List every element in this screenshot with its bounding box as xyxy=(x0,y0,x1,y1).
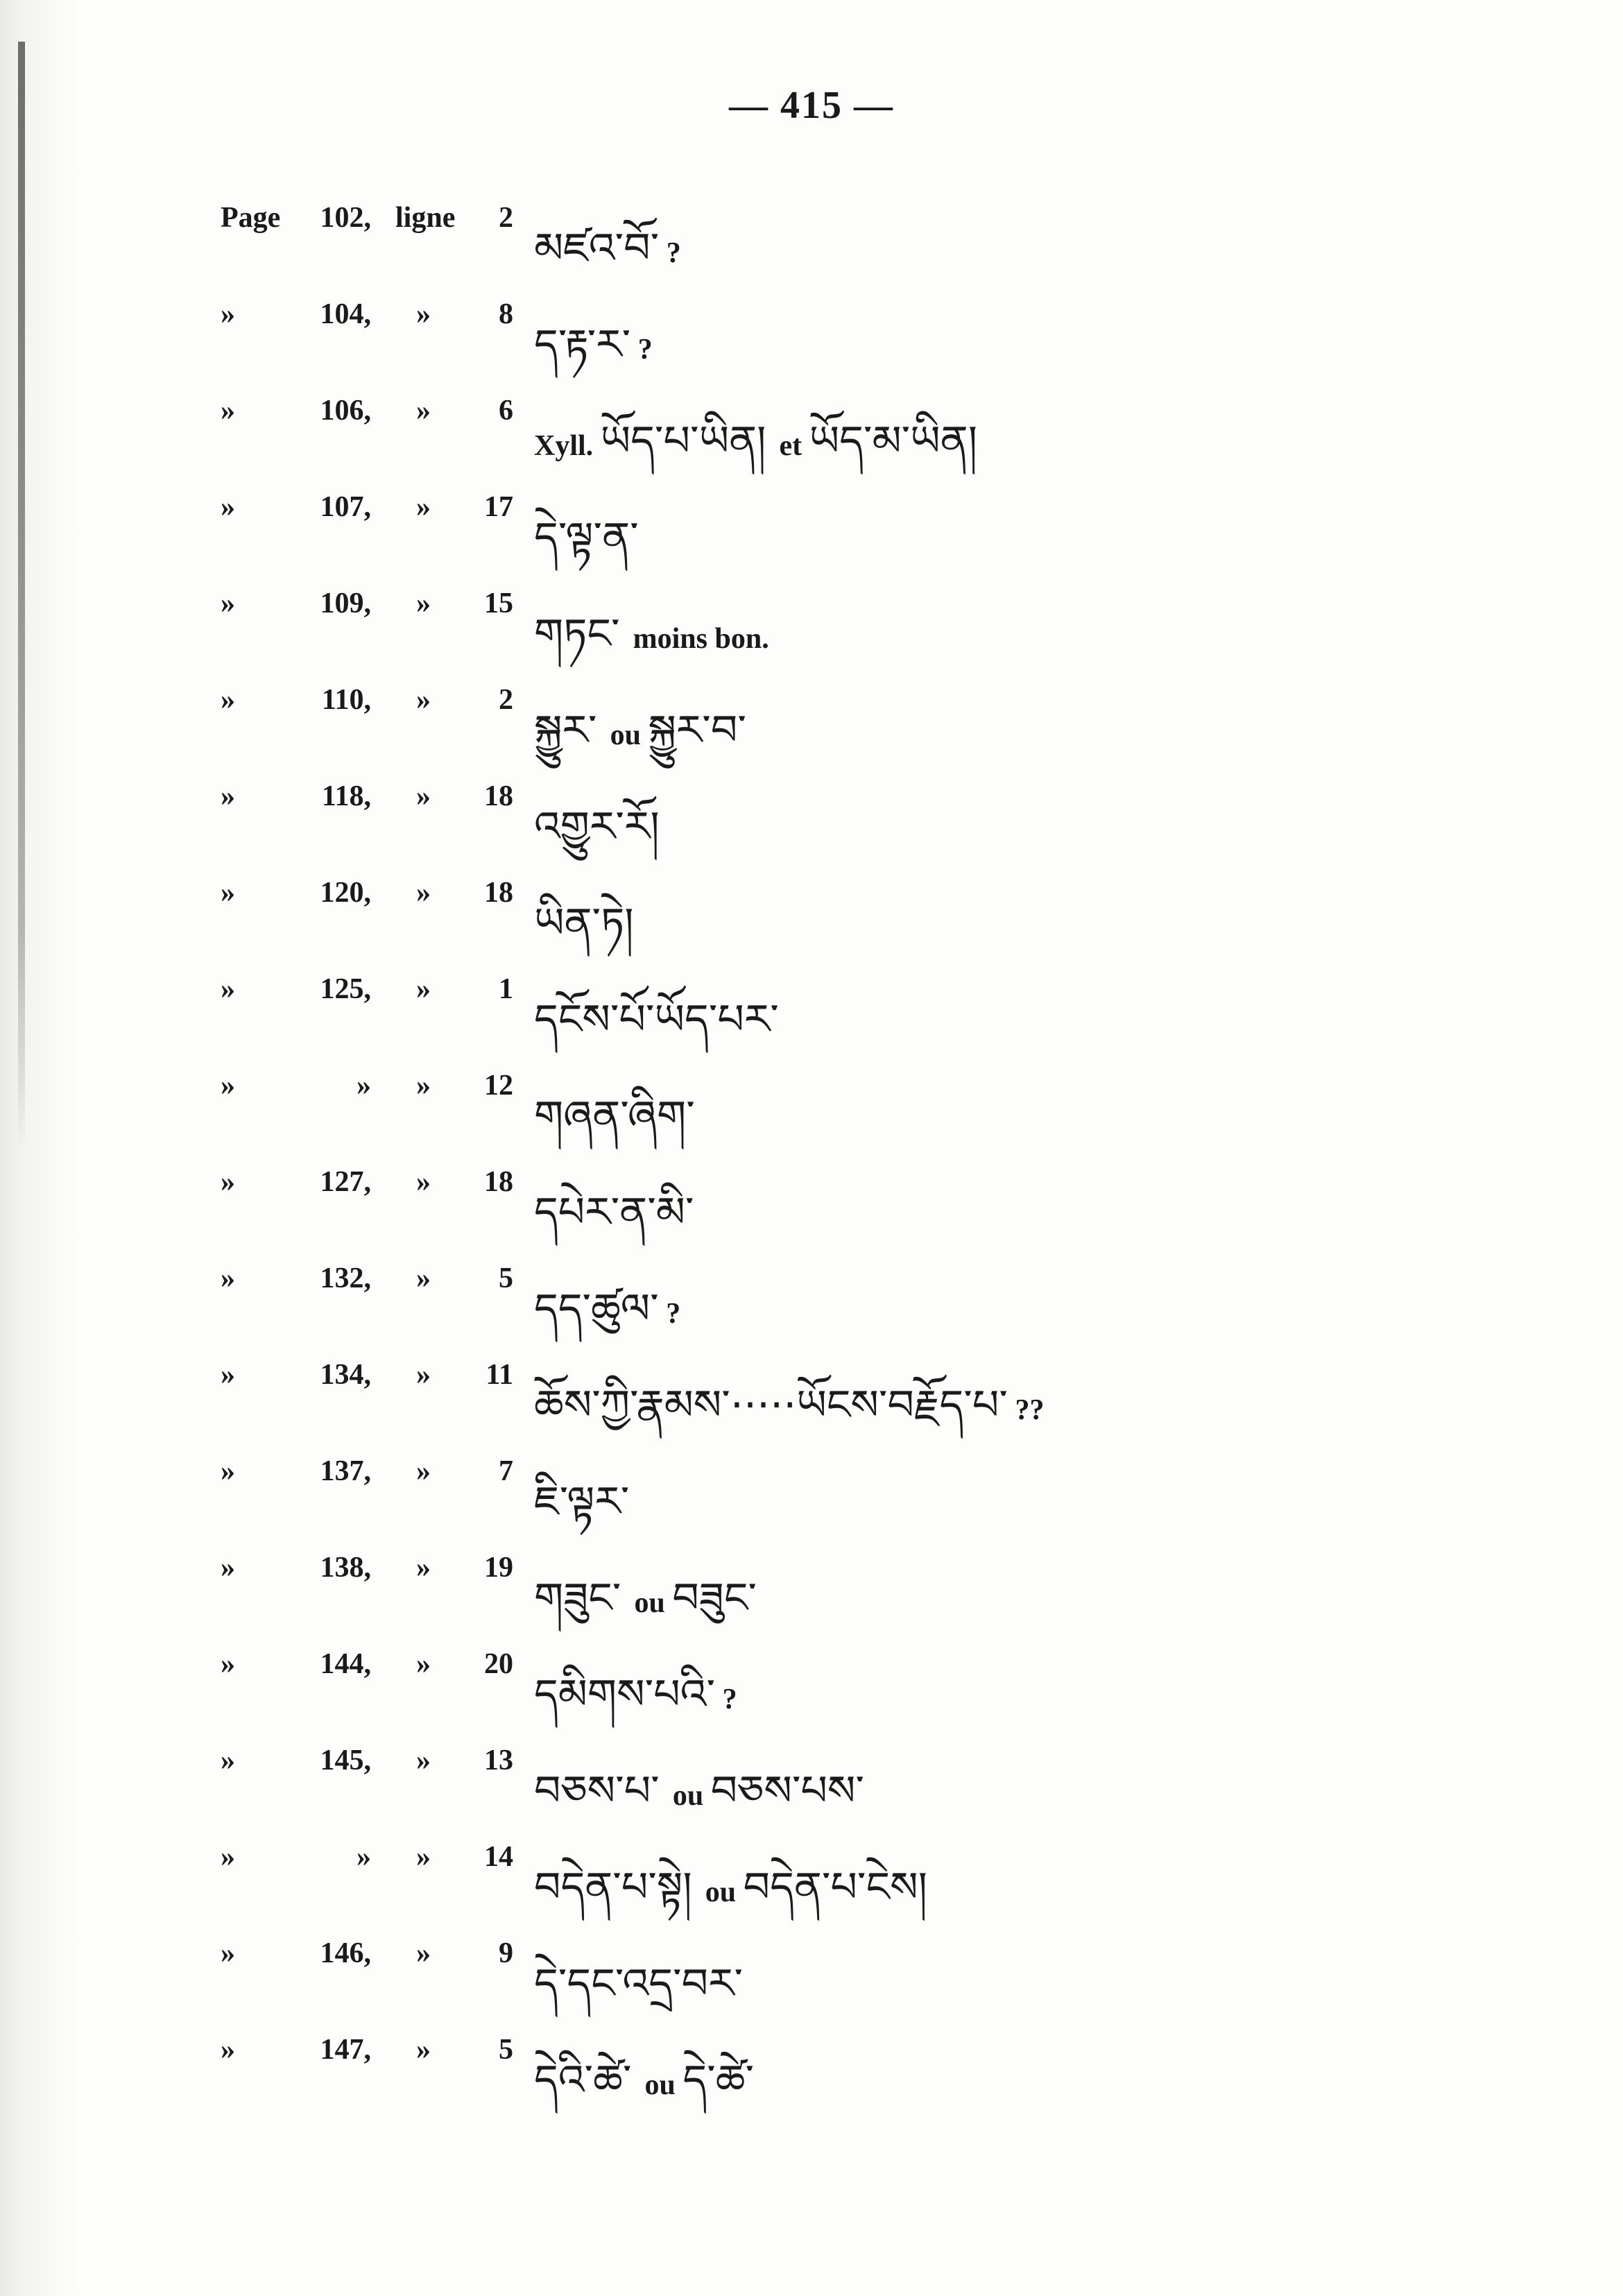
correction-text: ཆོས་ཀྱི་རྣམས་·····ཡོངས་བརྗོད་པ་ ?? xyxy=(534,1381,1045,1430)
page-ref: 109, xyxy=(320,588,371,619)
ditto-mark: » xyxy=(416,2034,431,2066)
line-ref: 11 xyxy=(486,1359,513,1391)
ditto-mark: » xyxy=(221,684,235,716)
correction-text: དཔེར་ན་མི་ xyxy=(534,1188,694,1237)
ditto-mark: » xyxy=(221,780,235,812)
errata-row xyxy=(0,1634,1623,1719)
line-ref: 9 xyxy=(499,1937,513,1969)
page-ref: 138, xyxy=(320,1552,371,1584)
errata-row xyxy=(0,187,1623,273)
line-ref: 2 xyxy=(499,202,513,234)
correction-text: གཟུང་ ou བཟུང་ xyxy=(534,1574,757,1622)
ditto-mark: » xyxy=(221,1455,235,1487)
page-ref: 118, xyxy=(321,780,371,812)
errata-row xyxy=(0,284,1623,369)
line-ref: 12 xyxy=(484,1070,513,1102)
ditto-mark: » xyxy=(221,491,235,523)
page-ref: » xyxy=(357,1841,371,1873)
ditto-mark: » xyxy=(221,1070,235,1102)
ditto-mark: » xyxy=(416,877,431,909)
correction-text: བདེན་པ་སྟེ། ou བདེན་པ་ངེས། xyxy=(534,1863,927,1912)
errata-row xyxy=(0,862,1623,948)
ditto-mark: » xyxy=(221,1841,235,1873)
correction-text: དེའི་ཚེ་ ou དེ་ཚེ་ xyxy=(534,2056,755,2105)
page-number: — 415 — xyxy=(729,84,894,127)
ditto-mark: » xyxy=(416,1359,431,1391)
correction-text: མཛའ་བོ་ ? xyxy=(534,224,681,273)
ditto-mark: » xyxy=(416,1745,431,1776)
correction-text: བཅས་པ་ ou བཅས་པས་ xyxy=(534,1767,864,1815)
errata-row xyxy=(0,1151,1623,1237)
page-ref: 127, xyxy=(320,1166,371,1198)
ditto-mark: » xyxy=(416,1841,431,1873)
correction-text: Xyll. ཡོད་པ་ཡིན། et ཡོད་མ་ཡིན། xyxy=(534,417,978,465)
page-label: Page xyxy=(221,202,281,234)
line-ref: 6 xyxy=(499,395,513,427)
ditto-mark: » xyxy=(416,1070,431,1102)
line-ref: 15 xyxy=(484,588,513,619)
correction-text: འགྱུར་རོ། xyxy=(534,803,660,851)
correction-text: དེ་ལྟ་ན་ xyxy=(534,513,639,562)
page-ref: 110, xyxy=(321,684,371,716)
page-ref: 132, xyxy=(320,1262,371,1294)
errata-row xyxy=(0,380,1623,465)
page-ref: 134, xyxy=(320,1359,371,1391)
page-ref: 125, xyxy=(320,973,371,1005)
correction-text: ད་རྟ་ར་ ? xyxy=(534,320,653,369)
page-ref: 137, xyxy=(320,1455,371,1487)
line-ref: 7 xyxy=(499,1455,513,1487)
line-label: ligne xyxy=(395,202,456,234)
ditto-mark: » xyxy=(221,877,235,909)
errata-row xyxy=(0,669,1623,755)
ditto-mark: » xyxy=(416,1937,431,1969)
page-ref: 107, xyxy=(320,491,371,523)
ditto-mark: » xyxy=(221,1166,235,1198)
page-ref: 147, xyxy=(320,2034,371,2066)
page-ref: » xyxy=(357,1070,371,1102)
correction-text: གཞན་ཞིག་ xyxy=(534,1092,695,1140)
page-ref: 120, xyxy=(320,877,371,909)
ditto-mark: » xyxy=(416,588,431,619)
page-ref: 106, xyxy=(320,395,371,427)
line-ref: 1 xyxy=(499,973,513,1005)
ditto-mark: » xyxy=(221,298,235,330)
correction-text: སྐྱུར་ ou སྐྱུར་བ་ xyxy=(534,706,746,755)
ditto-mark: » xyxy=(221,1937,235,1969)
errata-row xyxy=(0,1923,1623,2008)
line-ref: 17 xyxy=(484,491,513,523)
ditto-mark: » xyxy=(221,2034,235,2066)
line-ref: 5 xyxy=(499,1262,513,1294)
ditto-mark: » xyxy=(416,973,431,1005)
ditto-mark: » xyxy=(221,1648,235,1680)
errata-row xyxy=(0,766,1623,851)
line-ref: 13 xyxy=(484,1745,513,1776)
line-ref: 14 xyxy=(484,1841,513,1873)
page-ref: 102, xyxy=(320,202,371,234)
line-ref: 19 xyxy=(484,1552,513,1584)
ditto-mark: » xyxy=(416,1455,431,1487)
errata-row xyxy=(0,1441,1623,1526)
correction-text: དངོས་པོ་ཡོད་པར་ xyxy=(534,995,779,1044)
correction-text: ཡིན་ཏེ། xyxy=(534,899,634,948)
ditto-mark: » xyxy=(416,1166,431,1198)
errata-row xyxy=(0,2019,1623,2105)
errata-row xyxy=(0,959,1623,1044)
ditto-mark: » xyxy=(221,1359,235,1391)
errata-row xyxy=(0,1826,1623,1912)
errata-row xyxy=(0,1730,1623,1815)
ditto-mark: » xyxy=(416,298,431,330)
errata-row xyxy=(0,1344,1623,1430)
line-ref: 5 xyxy=(499,2034,513,2066)
ditto-mark: » xyxy=(416,395,431,427)
ditto-mark: » xyxy=(221,1745,235,1776)
ditto-mark: » xyxy=(221,588,235,619)
page-ref: 144, xyxy=(320,1648,371,1680)
ditto-mark: » xyxy=(221,1262,235,1294)
line-ref: 18 xyxy=(484,1166,513,1198)
correction-text: དམིགས་པའི་ ? xyxy=(534,1670,737,1719)
ditto-mark: » xyxy=(416,1648,431,1680)
errata-row xyxy=(0,1248,1623,1333)
errata-row xyxy=(0,573,1623,658)
ditto-mark: » xyxy=(416,1262,431,1294)
ditto-mark: » xyxy=(221,395,235,427)
ditto-mark: » xyxy=(221,1552,235,1584)
correction-text: དད་ཚུལ་ ? xyxy=(534,1285,681,1333)
line-ref: 2 xyxy=(499,684,513,716)
errata-row xyxy=(0,1537,1623,1622)
errata-row xyxy=(0,477,1623,562)
line-ref: 18 xyxy=(484,877,513,909)
correction-text: དེ་དང་འདྲ་བར་ xyxy=(534,1960,744,2008)
ditto-mark: » xyxy=(416,684,431,716)
page-ref: 145, xyxy=(320,1745,371,1776)
ditto-mark: » xyxy=(416,780,431,812)
ditto-mark: » xyxy=(416,491,431,523)
correction-text: ཇི་ལྟར་ xyxy=(534,1477,630,1526)
page-ref: 104, xyxy=(320,298,371,330)
line-ref: 18 xyxy=(484,780,513,812)
line-ref: 8 xyxy=(499,298,513,330)
page-ref: 146, xyxy=(320,1937,371,1969)
ditto-mark: » xyxy=(416,1552,431,1584)
correction-text: གཏང་ moins bon. xyxy=(534,610,769,658)
ditto-mark: » xyxy=(221,973,235,1005)
line-ref: 20 xyxy=(484,1648,513,1680)
errata-row xyxy=(0,1055,1623,1140)
